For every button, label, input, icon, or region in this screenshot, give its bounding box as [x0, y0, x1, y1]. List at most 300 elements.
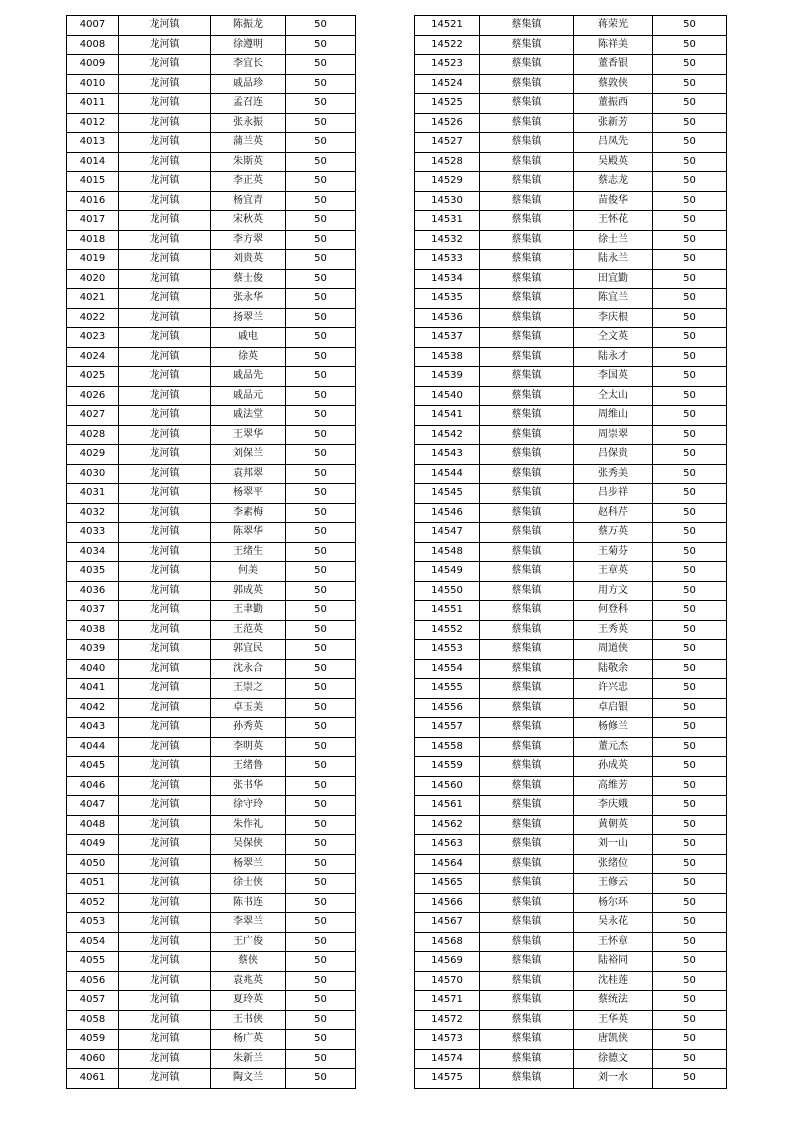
id-cell: 4024: [67, 347, 119, 367]
amount-cell: 50: [653, 542, 727, 562]
town-cell: 龙河镇: [119, 328, 211, 348]
id-cell: 14531: [415, 211, 480, 231]
amount-cell: 50: [286, 952, 356, 972]
id-cell: 14556: [415, 698, 480, 718]
table-row: [67, 172, 356, 192]
town-cell: 龙河镇: [119, 367, 211, 387]
town-cell: 蔡集镇: [480, 815, 574, 835]
amount-cell: 50: [653, 601, 727, 621]
name-cell: 李正英: [211, 172, 286, 192]
id-cell: 4010: [67, 74, 119, 94]
id-cell: 4046: [67, 776, 119, 796]
amount-cell: 50: [653, 523, 727, 543]
amount-cell: 50: [286, 874, 356, 894]
amount-cell: 50: [286, 406, 356, 426]
table-row: [67, 74, 356, 94]
table-row: [415, 406, 727, 426]
town-cell: 龙河镇: [119, 893, 211, 913]
town-cell: 蔡集镇: [480, 113, 574, 133]
town-cell: 龙河镇: [119, 737, 211, 757]
id-cell: 14542: [415, 425, 480, 445]
town-cell: 龙河镇: [119, 445, 211, 465]
name-cell: 朱新兰: [211, 1049, 286, 1069]
id-cell: 4019: [67, 250, 119, 270]
table-row: [415, 425, 727, 445]
table-row: [67, 971, 356, 991]
table-row: [415, 484, 727, 504]
table-row: [67, 113, 356, 133]
name-cell: 李素梅: [211, 503, 286, 523]
name-cell: 蒋荣光: [574, 16, 653, 36]
table-row: [415, 581, 727, 601]
name-cell: 夏玲英: [211, 991, 286, 1011]
town-cell: 龙河镇: [119, 172, 211, 192]
town-cell: 龙河镇: [119, 94, 211, 114]
town-cell: 蔡集镇: [480, 737, 574, 757]
table-row: [67, 191, 356, 211]
name-cell: 王修云: [574, 874, 653, 894]
table-row: [415, 55, 727, 75]
table-row: [67, 874, 356, 894]
id-cell: 4038: [67, 620, 119, 640]
amount-cell: 50: [653, 386, 727, 406]
amount-cell: 50: [653, 328, 727, 348]
amount-cell: 50: [286, 367, 356, 387]
amount-cell: 50: [286, 172, 356, 192]
town-cell: 蔡集镇: [480, 971, 574, 991]
town-cell: 蔡集镇: [480, 16, 574, 36]
id-cell: 4029: [67, 445, 119, 465]
id-cell: 4022: [67, 308, 119, 328]
table-row: [67, 16, 356, 36]
town-cell: 蔡集镇: [480, 679, 574, 699]
table-row: [67, 562, 356, 582]
amount-cell: 50: [286, 737, 356, 757]
amount-cell: 50: [653, 718, 727, 738]
id-cell: 4055: [67, 952, 119, 972]
table-row: [67, 386, 356, 406]
id-cell: 4036: [67, 581, 119, 601]
amount-cell: 50: [286, 776, 356, 796]
name-cell: 王范英: [211, 620, 286, 640]
amount-cell: 50: [653, 913, 727, 933]
table-row: [67, 1069, 356, 1089]
name-cell: 徐遵明: [211, 35, 286, 55]
town-cell: 龙河镇: [119, 191, 211, 211]
town-cell: 蔡集镇: [480, 796, 574, 816]
amount-cell: 50: [653, 308, 727, 328]
town-cell: 蔡集镇: [480, 211, 574, 231]
name-cell: 李翠兰: [211, 913, 286, 933]
table-row: [415, 445, 727, 465]
amount-cell: 50: [286, 601, 356, 621]
amount-cell: 50: [653, 347, 727, 367]
id-cell: 14524: [415, 74, 480, 94]
name-cell: 田宜勤: [574, 269, 653, 289]
table-row: [415, 601, 727, 621]
id-cell: 4035: [67, 562, 119, 582]
id-cell: 14548: [415, 542, 480, 562]
id-cell: 4042: [67, 698, 119, 718]
town-cell: 蔡集镇: [480, 776, 574, 796]
id-cell: 4023: [67, 328, 119, 348]
name-cell: 张永振: [211, 113, 286, 133]
name-cell: 蔡侠: [211, 952, 286, 972]
amount-cell: 50: [653, 737, 727, 757]
id-cell: 4018: [67, 230, 119, 250]
id-cell: 4017: [67, 211, 119, 231]
town-cell: 龙河镇: [119, 659, 211, 679]
town-cell: 蔡集镇: [480, 152, 574, 172]
amount-cell: 50: [286, 523, 356, 543]
table-row: [67, 815, 356, 835]
town-cell: 蔡集镇: [480, 74, 574, 94]
name-cell: 赵科芹: [574, 503, 653, 523]
table-row: [415, 94, 727, 114]
id-cell: 4034: [67, 542, 119, 562]
name-cell: 刘一山: [574, 835, 653, 855]
id-cell: 4016: [67, 191, 119, 211]
name-cell: 周崇翠: [574, 425, 653, 445]
amount-cell: 50: [653, 113, 727, 133]
name-cell: 王绪鲁: [211, 757, 286, 777]
town-cell: 龙河镇: [119, 35, 211, 55]
table-row: [415, 152, 727, 172]
table-row: [67, 445, 356, 465]
town-cell: 蔡集镇: [480, 581, 574, 601]
table-row: [67, 269, 356, 289]
table-row: [415, 503, 727, 523]
amount-cell: 50: [653, 854, 727, 874]
table-row: [415, 952, 727, 972]
table-row: [67, 308, 356, 328]
town-cell: 龙河镇: [119, 55, 211, 75]
id-cell: 4058: [67, 1010, 119, 1030]
id-cell: 4044: [67, 737, 119, 757]
name-cell: 周维山: [574, 406, 653, 426]
id-cell: 14570: [415, 971, 480, 991]
id-cell: 14543: [415, 445, 480, 465]
table-row: [67, 640, 356, 660]
amount-cell: 50: [286, 464, 356, 484]
amount-cell: 50: [286, 386, 356, 406]
id-cell: 14557: [415, 718, 480, 738]
id-cell: 14541: [415, 406, 480, 426]
name-cell: 吴保侠: [211, 835, 286, 855]
name-cell: 张秀美: [574, 464, 653, 484]
id-cell: 4012: [67, 113, 119, 133]
amount-cell: 50: [653, 581, 727, 601]
amount-cell: 50: [286, 562, 356, 582]
table-row: [67, 211, 356, 231]
id-cell: 4014: [67, 152, 119, 172]
amount-cell: 50: [286, 74, 356, 94]
table-row: [67, 1010, 356, 1030]
town-cell: 蔡集镇: [480, 406, 574, 426]
town-cell: 蔡集镇: [480, 718, 574, 738]
name-cell: 王绪生: [211, 542, 286, 562]
table-row: [415, 289, 727, 309]
name-cell: 朱斯英: [211, 152, 286, 172]
town-cell: 蔡集镇: [480, 464, 574, 484]
table-row: [415, 893, 727, 913]
id-cell: 14565: [415, 874, 480, 894]
table-row: [415, 269, 727, 289]
amount-cell: 50: [286, 542, 356, 562]
town-cell: 蔡集镇: [480, 562, 574, 582]
roster-table-right: [414, 15, 727, 1089]
id-cell: 14529: [415, 172, 480, 192]
amount-cell: 50: [653, 815, 727, 835]
table-row: [67, 367, 356, 387]
id-cell: 14549: [415, 562, 480, 582]
id-cell: 14551: [415, 601, 480, 621]
town-cell: 龙河镇: [119, 406, 211, 426]
town-cell: 蔡集镇: [480, 503, 574, 523]
town-cell: 蔡集镇: [480, 640, 574, 660]
name-cell: 朱作礼: [211, 815, 286, 835]
table-row: [67, 484, 356, 504]
id-cell: 14540: [415, 386, 480, 406]
town-cell: 龙河镇: [119, 74, 211, 94]
town-cell: 龙河镇: [119, 211, 211, 231]
amount-cell: 50: [286, 269, 356, 289]
table-row: [67, 991, 356, 1011]
town-cell: 龙河镇: [119, 776, 211, 796]
amount-cell: 50: [653, 191, 727, 211]
amount-cell: 50: [286, 815, 356, 835]
town-cell: 龙河镇: [119, 718, 211, 738]
table-row: [67, 406, 356, 426]
amount-cell: 50: [653, 250, 727, 270]
id-cell: 14564: [415, 854, 480, 874]
table-row: [67, 913, 356, 933]
table-row: [67, 1049, 356, 1069]
name-cell: 张书华: [211, 776, 286, 796]
amount-cell: 50: [653, 1030, 727, 1050]
id-cell: 14522: [415, 35, 480, 55]
town-cell: 龙河镇: [119, 581, 211, 601]
town-cell: 蔡集镇: [480, 1010, 574, 1030]
amount-cell: 50: [286, 659, 356, 679]
id-cell: 4049: [67, 835, 119, 855]
town-cell: 龙河镇: [119, 601, 211, 621]
town-cell: 蔡集镇: [480, 328, 574, 348]
town-cell: 蔡集镇: [480, 94, 574, 114]
amount-cell: 50: [286, 620, 356, 640]
id-cell: 14537: [415, 328, 480, 348]
table-row: [415, 386, 727, 406]
table-row: [415, 562, 727, 582]
name-cell: 李方翠: [211, 230, 286, 250]
id-cell: 4026: [67, 386, 119, 406]
name-cell: 徐守玲: [211, 796, 286, 816]
name-cell: 徐士兰: [574, 230, 653, 250]
town-cell: 蔡集镇: [480, 932, 574, 952]
table-row: [415, 874, 727, 894]
table-row: [67, 35, 356, 55]
name-cell: 苗俊华: [574, 191, 653, 211]
id-cell: 14572: [415, 1010, 480, 1030]
name-cell: 陈翠华: [211, 523, 286, 543]
town-cell: 蔡集镇: [480, 172, 574, 192]
table-row: [67, 1030, 356, 1050]
table-row: [415, 991, 727, 1011]
id-cell: 4047: [67, 796, 119, 816]
table-row: [415, 367, 727, 387]
town-cell: 龙河镇: [119, 230, 211, 250]
name-cell: 袁邦翠: [211, 464, 286, 484]
table-row: [415, 35, 727, 55]
name-cell: 陆永才: [574, 347, 653, 367]
town-cell: 龙河镇: [119, 913, 211, 933]
table-row: [415, 698, 727, 718]
id-cell: 14550: [415, 581, 480, 601]
id-cell: 4054: [67, 932, 119, 952]
town-cell: 龙河镇: [119, 854, 211, 874]
town-cell: 龙河镇: [119, 503, 211, 523]
town-cell: 龙河镇: [119, 932, 211, 952]
id-cell: 14536: [415, 308, 480, 328]
amount-cell: 50: [286, 581, 356, 601]
amount-cell: 50: [653, 464, 727, 484]
table-row: [415, 523, 727, 543]
table-row: [67, 523, 356, 543]
town-cell: 蔡集镇: [480, 952, 574, 972]
table-row: [415, 737, 727, 757]
name-cell: 杨翠平: [211, 484, 286, 504]
id-cell: 14568: [415, 932, 480, 952]
table-row: [67, 230, 356, 250]
town-cell: 蔡集镇: [480, 35, 574, 55]
amount-cell: 50: [286, 718, 356, 738]
table-row: [415, 191, 727, 211]
table-row: [415, 74, 727, 94]
table-row: [67, 542, 356, 562]
name-cell: 陈振龙: [211, 16, 286, 36]
table-row: [67, 503, 356, 523]
table-row: [67, 796, 356, 816]
name-cell: 沈桂莲: [574, 971, 653, 991]
name-cell: 周道侠: [574, 640, 653, 660]
amount-cell: 50: [653, 269, 727, 289]
amount-cell: 50: [286, 308, 356, 328]
id-cell: 4043: [67, 718, 119, 738]
name-cell: 许兴忠: [574, 679, 653, 699]
town-cell: 蔡集镇: [480, 386, 574, 406]
id-cell: 14567: [415, 913, 480, 933]
amount-cell: 50: [286, 425, 356, 445]
town-cell: 蔡集镇: [480, 289, 574, 309]
id-cell: 14535: [415, 289, 480, 309]
table-row: [415, 640, 727, 660]
name-cell: 李明英: [211, 737, 286, 757]
amount-cell: 50: [653, 640, 727, 660]
town-cell: 蔡集镇: [480, 133, 574, 153]
name-cell: 杨广英: [211, 1030, 286, 1050]
table-row: [67, 679, 356, 699]
id-cell: 14523: [415, 55, 480, 75]
amount-cell: 50: [286, 152, 356, 172]
amount-cell: 50: [286, 835, 356, 855]
name-cell: 王广俊: [211, 932, 286, 952]
table-row: [67, 347, 356, 367]
name-cell: 李庆娥: [574, 796, 653, 816]
id-cell: 4051: [67, 874, 119, 894]
table-row: [415, 113, 727, 133]
table-row: [67, 698, 356, 718]
town-cell: 蔡集镇: [480, 230, 574, 250]
amount-cell: 50: [286, 893, 356, 913]
id-cell: 14554: [415, 659, 480, 679]
town-cell: 龙河镇: [119, 269, 211, 289]
id-cell: 14547: [415, 523, 480, 543]
town-cell: 龙河镇: [119, 952, 211, 972]
amount-cell: 50: [286, 640, 356, 660]
amount-cell: 50: [653, 971, 727, 991]
amount-cell: 50: [653, 659, 727, 679]
name-cell: 董香银: [574, 55, 653, 75]
town-cell: 龙河镇: [119, 347, 211, 367]
name-cell: 扬翠兰: [211, 308, 286, 328]
table-row: [415, 971, 727, 991]
name-cell: 刘贵英: [211, 250, 286, 270]
amount-cell: 50: [286, 347, 356, 367]
name-cell: 吕凤先: [574, 133, 653, 153]
town-cell: 蔡集镇: [480, 445, 574, 465]
amount-cell: 50: [286, 133, 356, 153]
id-cell: 4045: [67, 757, 119, 777]
id-cell: 4039: [67, 640, 119, 660]
town-cell: 蔡集镇: [480, 250, 574, 270]
name-cell: 董元杰: [574, 737, 653, 757]
name-cell: 王怀花: [574, 211, 653, 231]
name-cell: 蔡敦侠: [574, 74, 653, 94]
name-cell: 张永华: [211, 289, 286, 309]
name-cell: 用方文: [574, 581, 653, 601]
amount-cell: 50: [286, 484, 356, 504]
town-cell: 龙河镇: [119, 815, 211, 835]
table-row: [415, 542, 727, 562]
town-cell: 蔡集镇: [480, 1069, 574, 1089]
name-cell: 戚电: [211, 328, 286, 348]
town-cell: 蔡集镇: [480, 367, 574, 387]
table-row: [67, 464, 356, 484]
table-row: [67, 659, 356, 679]
town-cell: 龙河镇: [119, 620, 211, 640]
town-cell: 龙河镇: [119, 152, 211, 172]
name-cell: 王书侠: [211, 1010, 286, 1030]
amount-cell: 50: [286, 991, 356, 1011]
table-row: [415, 16, 727, 36]
name-cell: 蔡士俊: [211, 269, 286, 289]
town-cell: 蔡集镇: [480, 523, 574, 543]
name-cell: 黄朝英: [574, 815, 653, 835]
id-cell: 14555: [415, 679, 480, 699]
amount-cell: 50: [653, 425, 727, 445]
name-cell: 郭成英: [211, 581, 286, 601]
amount-cell: 50: [653, 562, 727, 582]
name-cell: 卓玉美: [211, 698, 286, 718]
amount-cell: 50: [286, 230, 356, 250]
name-cell: 董振西: [574, 94, 653, 114]
amount-cell: 50: [286, 854, 356, 874]
amount-cell: 50: [286, 679, 356, 699]
id-cell: 4060: [67, 1049, 119, 1069]
amount-cell: 50: [653, 152, 727, 172]
amount-cell: 50: [286, 113, 356, 133]
id-cell: 14526: [415, 113, 480, 133]
